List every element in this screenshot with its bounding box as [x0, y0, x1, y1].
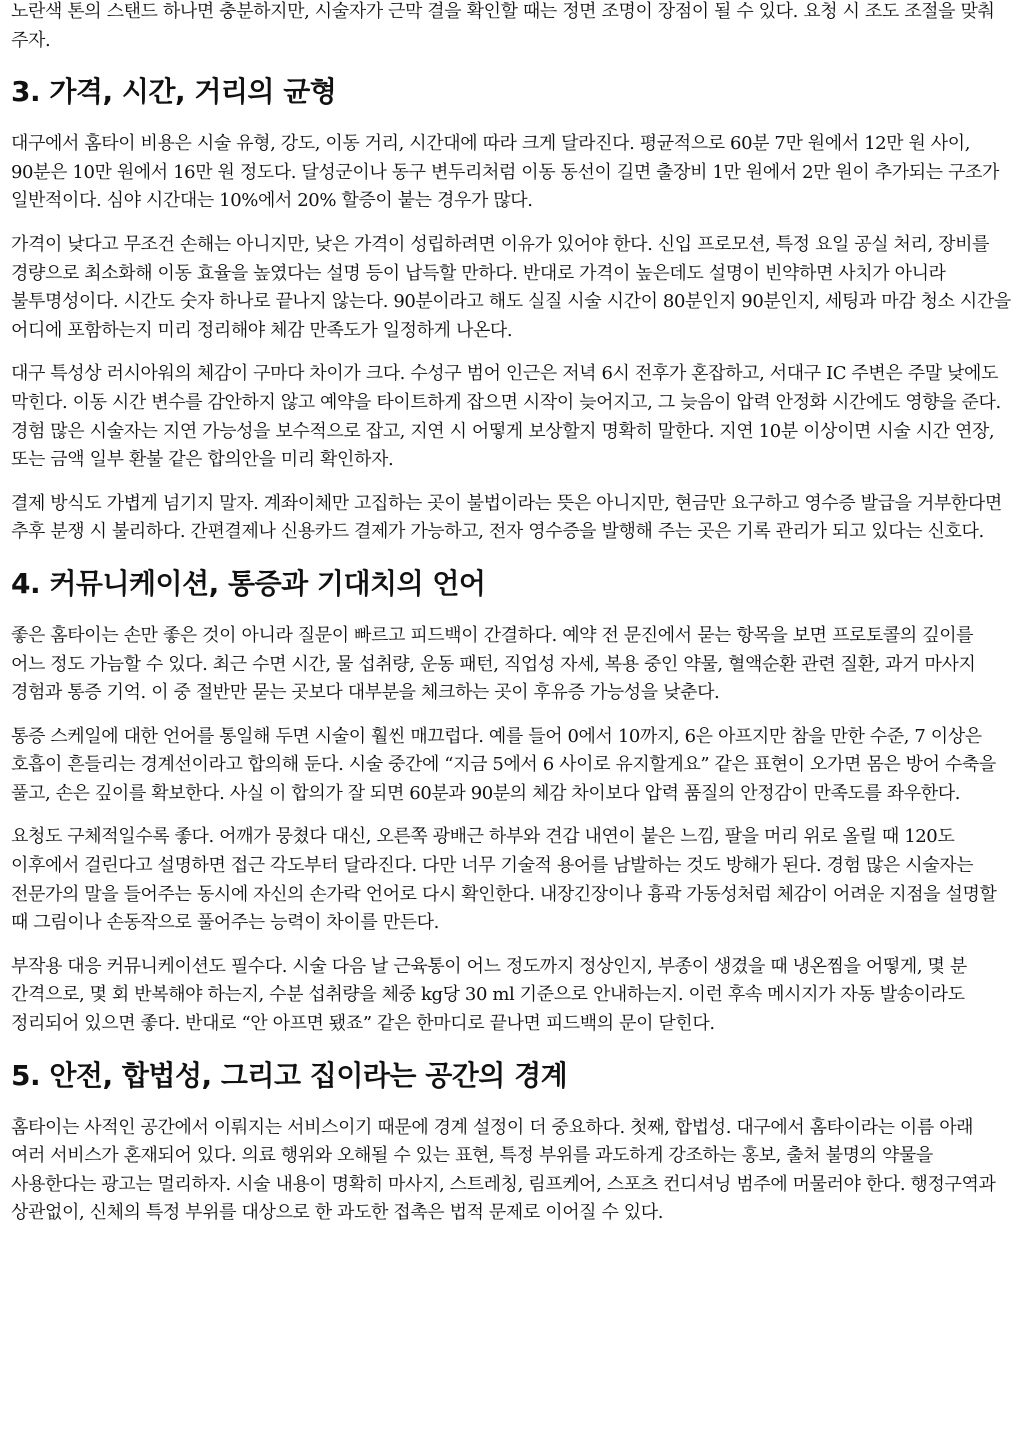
section-3-paragraph-1: 대구에서 홈타이 비용은 시술 유형, 강도, 이동 거리, 시간대에 따라 크게 달라진다. 평균적으로 60분 7만 원에서 12만 원 사이, 90분은 10만 원에서 16만 원 정도다. 달성군이나 동구 변두리처럼 이동 동선이 길면 출장비 1만 원에서 2만 원이 추가되는 구조가 일반적이다. 심야 시간대는 10%에서 20% 할증이 붙는 경우가 많다. [11, 133, 999, 212]
section-3-paragraph-3: 대구 특성상 러시아워의 체감이 구마다 차이가 크다. 수성구 범어 인근은 저녁 6시 전후가 혼잡하고, 서대구 IC 주변은 주말 낮에도 막힌다. 이동 시간 변수를 감안하지 않고 예약을 타이트하게 잡으면 시작이 늦어지고, 그 늦음이 압력 안정화 시간에도 영향을 준다. 경험 많은 시술자는 지연 가능성을 보수적으로 잡고, 지연 시 어떻게 보상할지 명확히 말한다. 지연 10분 이상이면 시술 시간 연장, 또는 금액 일부 환불 같은 합의안을 미리 확인하자. [11, 363, 1001, 471]
section-4-paragraph-2: 통증 스케일에 대한 언어를 통일해 두면 시술이 훨씬 매끄럽다. 예를 들어 0에서 10까지, 6은 아프지만 참을 만한 수준, 7 이상은 호흡이 흔들리는 경계선이라고 합의해 둔다. 시술 중간에 “지금 5에서 6 사이로 유지할게요” 같은 표현이 오가면 몸은 방어 수축을 풀고, 손은 깊이를 확보한다. 사실 이 합의가 잘 되면 60분과 90분의 체감 차이보다 압력 품질의 안정감이 만족도를 좌우한다. [11, 725, 996, 804]
section-3-heading: 3. 가격, 시간, 거리의 균형 [11, 75, 337, 109]
section-4-paragraph-4: 부작용 대응 커뮤니케이션도 필수다. 시술 다음 날 근육통이 어느 정도까지 정상인지, 부종이 생겼을 때 냉온찜을 어떻게, 몇 분 간격으로, 몇 회 반복해야 하는지, 수분 섭취량을 체중 kg당 30 ml 기준으로 안내하는지. 이런 후속 메시지가 자동 발송이라도 정리되어 있으면 좋다. 반대로 “안 아프면 됐죠” 같은 한마디로 끝나면 피드백의 문이 닫힌다. [11, 955, 967, 1035]
section-4-heading: 4. 커뮤니케이션, 통증과 기대치의 언어 [11, 566, 486, 600]
section-4-paragraph-1: 좋은 홈타이는 손만 좋은 것이 아니라 질문이 빠르고 피드백이 간결하다. 예약 전 문진에서 묻는 항목을 보면 프로토콜의 깊이를 어느 정도 가늠할 수 있다. 최근 수면 시간, 물 섭취량, 운동 패턴, 직업성 자세, 복용 중인 약물, 혈액순환 관련 질환, 과거 마사지 경험과 통증 기억. 이 중 절반만 묻는 곳보다 대부분을 체크하는 곳이 후유증 가능성을 낮춘다. [11, 624, 976, 704]
section-5-heading: 5. 안전, 합법성, 그리고 집이라는 공간의 경계 [11, 1058, 568, 1092]
section-4-paragraph-3: 요청도 구체적일수록 좋다. 어깨가 뭉쳤다 대신, 오른쪽 광배근 하부와 견갑 내연이 붙은 느낌, 팔을 머리 위로 올릴 때 120도 이후에서 걸린다고 설명하면 접근 각도부터 달라진다. 다만 너무 기술적 용어를 남발하는 것도 방해가 된다. 경험 많은 시술자는 전문가의 말을 들어주는 동시에 자신의 손가락 언어로 다시 확인한다. 내장긴장이나 흉곽 가동성처럼 체감이 어려운 지점을 설명할 때 그림이나 손동작으로 풀어주는 능력이 차이를 만든다. [11, 826, 997, 934]
intro-paragraph: 노란색 톤의 스탠드 하나면 충분하지만, 시술자가 근막 결을 확인할 때는 정면 조명이 장점이 될 수 있다. 요청 시 조도 조절을 맞춰 주자. [11, 1, 995, 51]
section-3-paragraph-4: 결제 방식도 가볍게 넘기지 말자. 계좌이체만 고집하는 곳이 불법이라는 뜻은 아니지만, 현금만 요구하고 영수증 발급을 거부한다면 추후 분쟁 시 불리하다. 간편결제나 신용카드 결제가 가능하고, 전자 영수증을 발행해 주는 곳은 기록 관리가 되고 있다는 신호다. [11, 492, 1002, 543]
section-3-paragraph-2: 가격이 낮다고 무조건 손해는 아니지만, 낮은 가격이 성립하려면 이유가 있어야 한다. 신입 프로모션, 특정 요일 공실 처리, 장비를 경량으로 최소화해 이동 효율을 높였다는 설명 등이 납득할 만하다. 반대로 가격이 높은데도 설명이 빈약하면 사치가 아니라 불투명성이다. 시간도 숫자 하나로 끝나지 않는다. 90분이라고 해도 실질 시술 시간이 80분인지 90분인지, 세팅과 마감 청소 시간을 어디에 포함하는지 미리 정리해야 체감 만족도가 일정하게 나온다. [11, 233, 1011, 341]
section-5-paragraph-1: 홈타이는 사적인 공간에서 이뤄지는 서비스이기 때문에 경계 설정이 더 중요하다. 첫째, 합법성. 대구에서 홈타이라는 이름 아래 여러 서비스가 혼재되어 있다. 의료 행위와 오해될 수 있는 표현, 특정 부위를 과도하게 강조하는 홍보, 출처 불명의 약물을 사용한다는 광고는 멀리하자. 시술 내용이 명확히 마사지, 스트레칭, 림프케어, 스포츠 컨디셔닝 범주에 머물러야 한다. 행정구역과 상관없이, 신체의 특정 부위를 대상으로 한 과도한 접촉은 법적 문제로 이어질 수 있다. [11, 1116, 996, 1224]
